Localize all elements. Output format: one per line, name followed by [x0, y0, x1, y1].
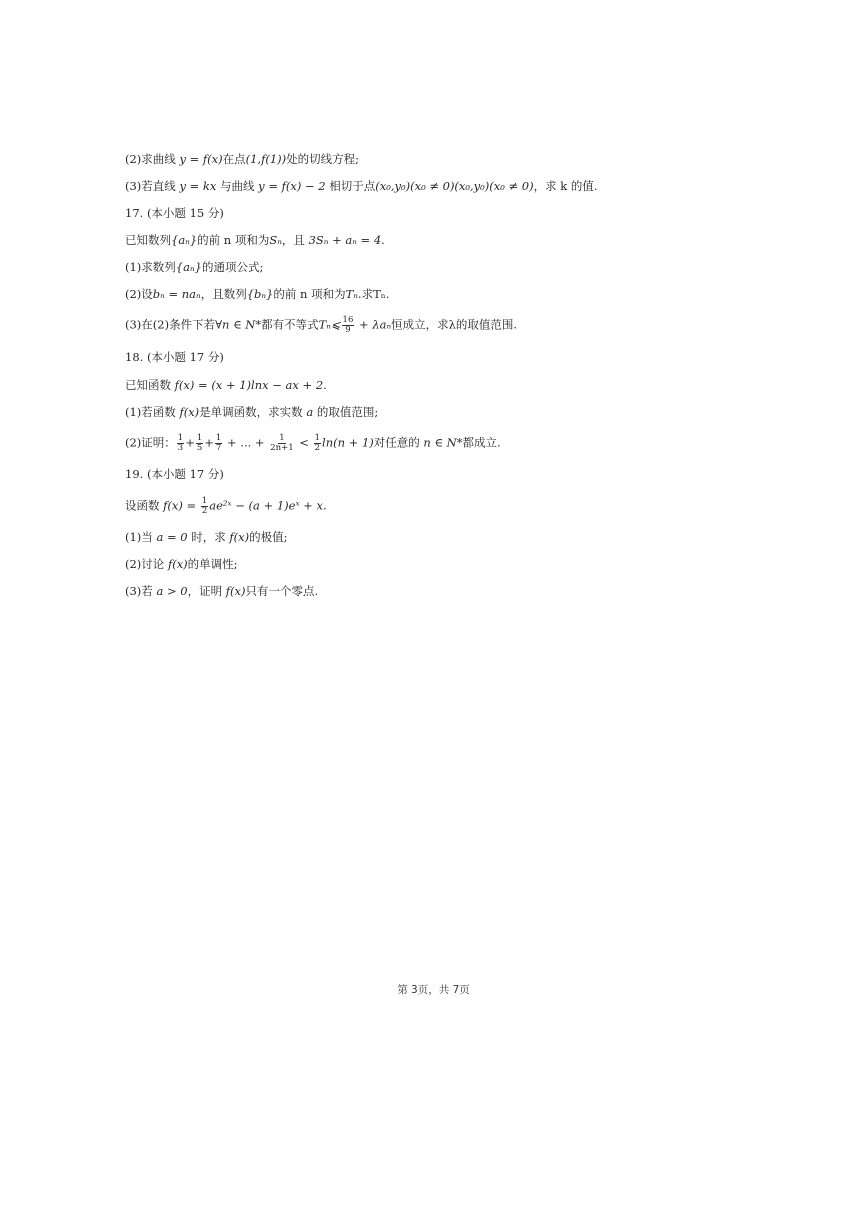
fraction: $\frac{1}{2}$ — [314, 433, 321, 453]
q19-part1: (1)当 a = 0 时，求 f(x)的极值; — [125, 530, 288, 544]
q19-part3: (3)若 a > 0，证明 f(x)只有一个零点. — [125, 584, 319, 598]
page-footer: 第 3页，共 7页 — [397, 984, 470, 996]
q19-stem: 设函数 f(x) = $\frac{1}{2}$ ae²ˣ − (a + 1)eˣ + x. — [125, 496, 327, 516]
q17-part2: (2)设bₙ = naₙ，且数列{bₙ}的前 n 项和为Tₙ.求Tₙ. — [125, 287, 390, 301]
fraction: $\frac{1}{7}$ — [215, 433, 222, 453]
q17-part1: (1)求数列{aₙ}的通项公式; — [125, 260, 264, 274]
q16-part3: (3)若直线 y = kx 与曲线 y = f(x) − 2 相切于点(x₀,y₀)(x₀ ≠ 0)(x₀,y₀)(x₀ ≠ 0)，求 k 的值. — [125, 179, 598, 193]
fraction: $\frac{1}{5}$ — [196, 433, 203, 453]
q18-heading: 18. (本小题 17 分) — [125, 350, 224, 364]
q18-part2: (2)证明： $\frac{1}{3}$ + $\frac{1}{5}$ + $\frac{1}{7}$ + ... + $\frac{1}{2n+1}$ < $\frac{1}{2}$ ln(n + 1)对任意的 n ∈ N*都成立. — [125, 433, 501, 453]
q19-heading: 19. (本小题 17 分) — [125, 467, 224, 481]
q19-part2: (2)讨论 f(x)的单调性; — [125, 557, 238, 571]
q18-part1: (1)若函数 f(x)是单调函数，求实数 a 的取值范围; — [125, 405, 379, 419]
q16-part2: (2)求曲线 y = f(x)在点(1,f(1))处的切线方程; — [125, 152, 359, 166]
fraction: $\frac{16}{9}$ — [342, 315, 354, 335]
fraction: $\frac{1}{3}$ — [177, 433, 184, 453]
q18-stem: 已知函数 f(x) = (x + 1)lnx − ax + 2. — [125, 378, 327, 392]
fraction: $\frac{1}{2}$ — [201, 496, 208, 516]
q17-heading: 17. (本小题 15 分) — [125, 206, 224, 220]
q17-stem: 已知数列{aₙ}的前 n 项和为Sₙ，且 3Sₙ + aₙ = 4. — [125, 233, 385, 247]
q17-part3: (3)在(2)条件下若∀n ∈ N*都有不等式Tₙ⩽ $\frac{16}{9}$ + λaₙ恒成立，求λ的取值范围. — [125, 315, 518, 335]
fraction: $\frac{1}{2n+1}$ — [270, 433, 294, 453]
